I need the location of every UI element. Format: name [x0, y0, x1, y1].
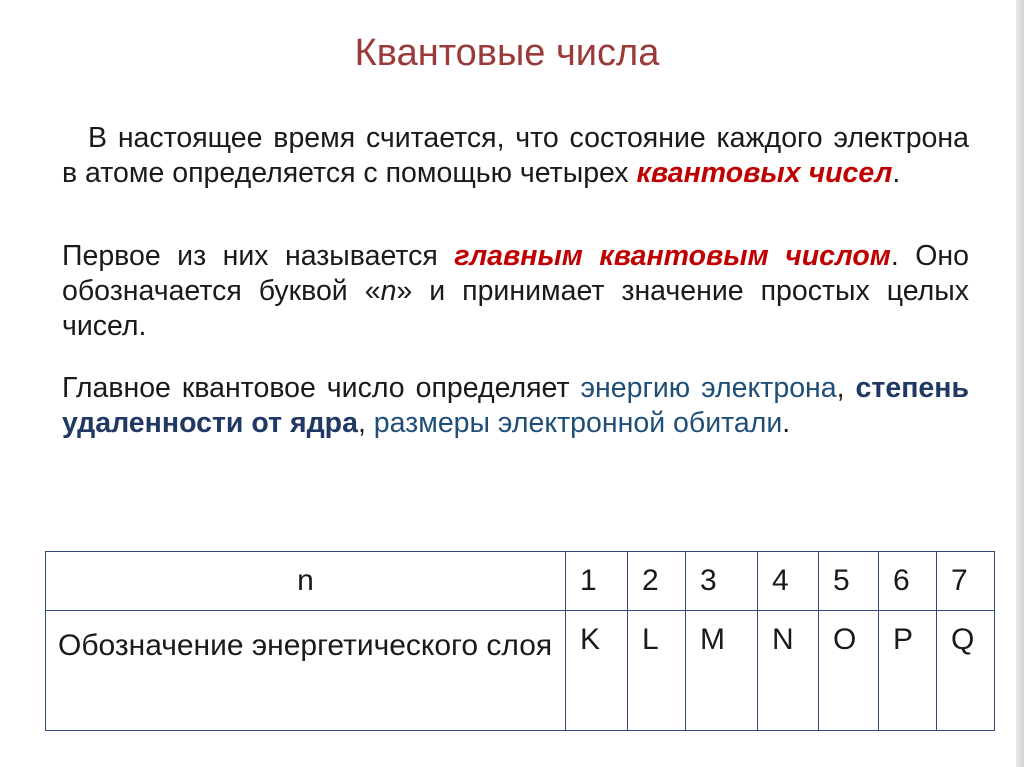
electron-energy-term: энергию электрона [580, 372, 837, 404]
determines-end: . [782, 407, 791, 439]
principal-mid: . Оно обозначается буквой « [62, 240, 969, 307]
slide-edge-shadow [1016, 0, 1024, 767]
paragraph-determines [62, 371, 969, 441]
intro-text: В настоящее время считается, что состояние каждого электрона в атоме определяется с помощью четырех [62, 122, 969, 189]
paragraph-principal [62, 239, 969, 344]
number-cell: 3 [686, 552, 758, 611]
symbol-label-cell: Обозначение энергетического слоя [46, 611, 566, 731]
number-cell: 2 [628, 552, 686, 611]
paragraph-intro [62, 121, 969, 191]
symbol-cell: N [758, 611, 819, 731]
letter-n: n [380, 275, 397, 307]
symbol-cell: L [628, 611, 686, 731]
symbol-cell: O [819, 611, 879, 731]
symbol-cell: P [879, 611, 937, 731]
orbital-size-term: размеры электронной обитали [373, 407, 783, 439]
distance-term: степень удаленности от ядра [62, 372, 969, 439]
quantum-numbers-term: квантовых чисел [636, 157, 893, 189]
number-cell: 5 [819, 552, 879, 611]
separator-2: , [357, 407, 374, 439]
number-cell: 6 [879, 552, 937, 611]
symbol-cell: M [686, 611, 758, 731]
number-cell: 4 [758, 552, 819, 611]
determines-start: Главное квантовое число определяет [62, 372, 581, 404]
symbol-cell: Q [937, 611, 995, 731]
table-row [46, 611, 995, 731]
symbol-cell: K [566, 611, 628, 731]
table-row [46, 552, 995, 611]
separator-1: , [836, 372, 856, 404]
number-cell: 1 [566, 552, 628, 611]
intro-end: . [892, 157, 901, 189]
number-cell: 7 [937, 552, 995, 611]
principal-number-term: главным квантовым числом [454, 240, 891, 272]
header-label-cell: n [46, 552, 566, 611]
principal-end: » и принимает значение простых целых чисел. [62, 275, 969, 342]
principal-start: Первое из них называется [62, 240, 455, 272]
energy-levels-table [45, 551, 995, 731]
slide-title: Квантовые числа [354, 32, 660, 74]
